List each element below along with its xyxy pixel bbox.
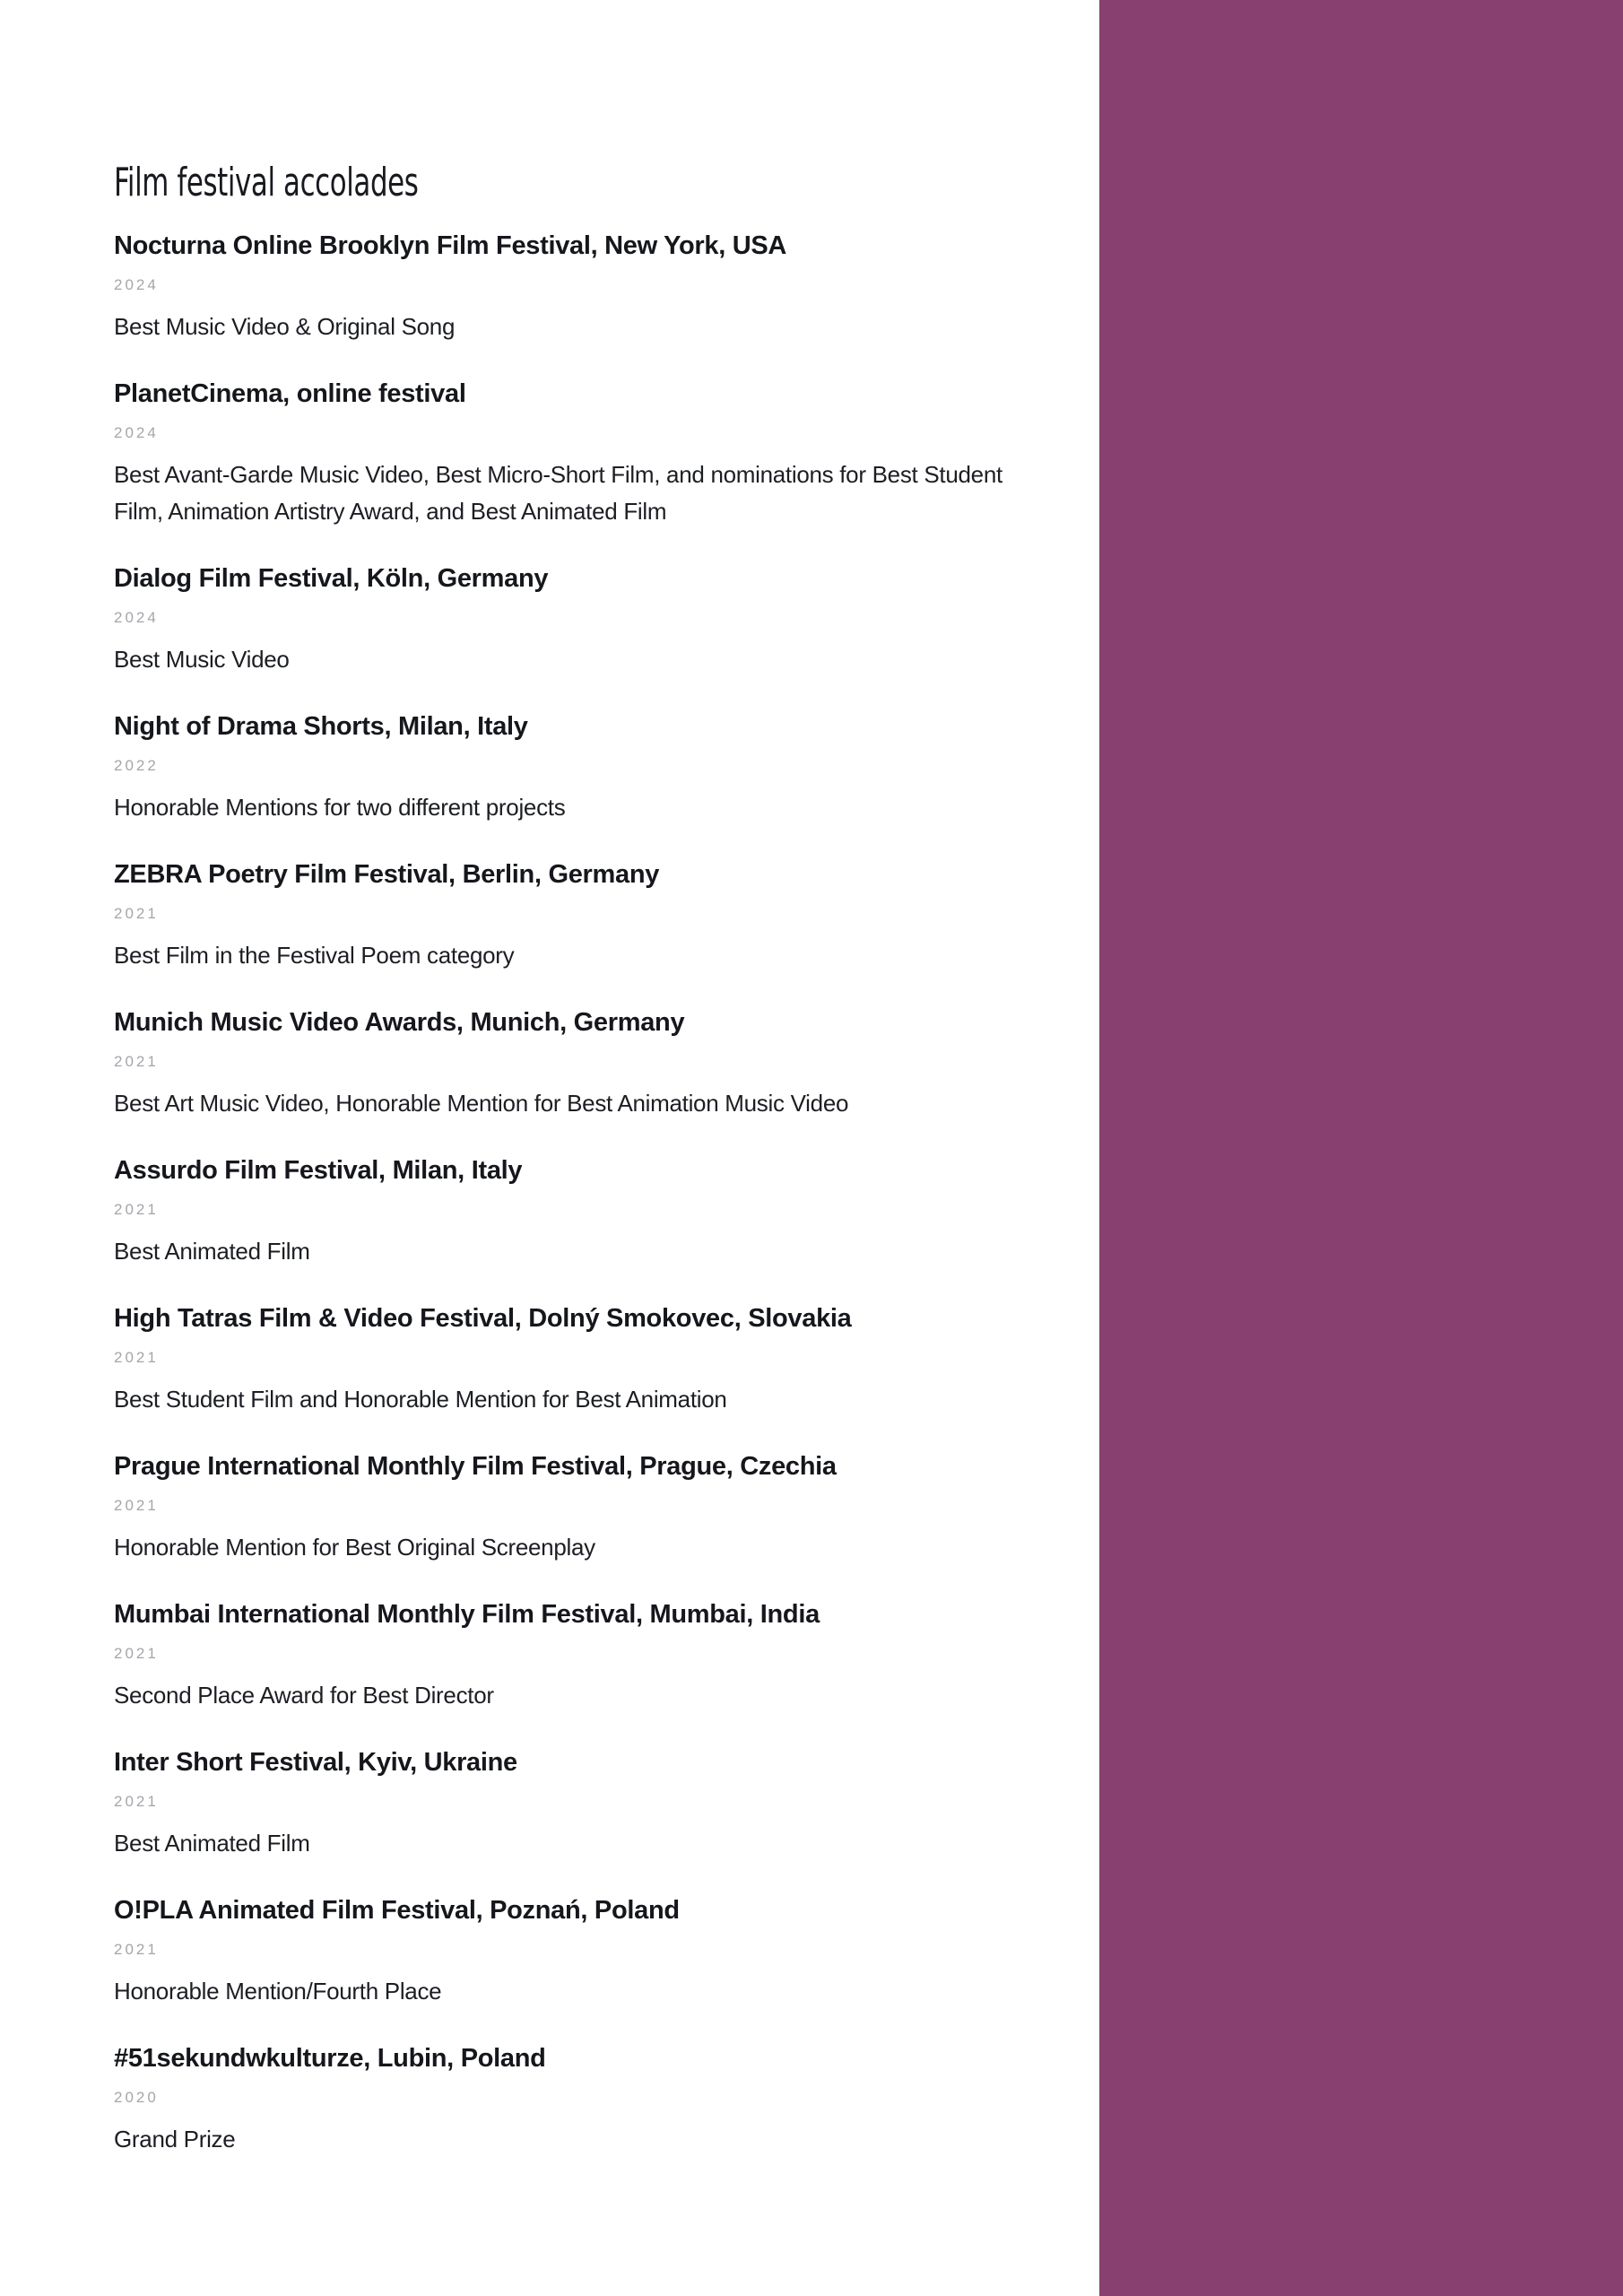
festival-name: Dialog Film Festival, Köln, Germany <box>114 564 549 593</box>
accolade-entry <box>114 1892 1011 2010</box>
accolade-entry <box>114 857 1011 974</box>
award-year: 2021 <box>114 1201 159 1218</box>
award-year: 2024 <box>114 609 159 626</box>
festival-name: Assurdo Film Festival, Milan, Italy <box>114 1156 523 1185</box>
award-description: Honorable Mentions for two different projects <box>114 794 566 821</box>
accolade-entry <box>114 1448 1011 1566</box>
award-description: Best Animated Film <box>114 1830 310 1857</box>
accolade-entry <box>114 376 1011 530</box>
accolades-list <box>114 228 1011 2158</box>
accolade-entry <box>114 1152 1011 1270</box>
award-year: 2020 <box>114 2089 159 2106</box>
accolades-section <box>114 154 1011 2188</box>
accolade-entry <box>114 1300 1011 1418</box>
festival-name: #51sekundwkulturze, Lubin, Poland <box>114 2044 546 2073</box>
award-description: Honorable Mention/Fourth Place <box>114 1978 442 2005</box>
award-year: 2024 <box>114 424 159 441</box>
festival-name: Night of Drama Shorts, Milan, Italy <box>114 712 528 741</box>
festival-name: O!PLA Animated Film Festival, Poznań, Poland <box>114 1896 680 1925</box>
festival-name: Inter Short Festival, Kyiv, Ukraine <box>114 1748 517 1777</box>
award-description: Best Film in the Festival Poem category <box>114 942 515 969</box>
accolade-entry <box>114 2040 1011 2158</box>
festival-name: Mumbai International Monthly Film Festival, Mumbai, India <box>114 1600 820 1629</box>
award-description: Grand Prize <box>114 2126 236 2152</box>
accolade-entry <box>114 1744 1011 1862</box>
award-description: Best Music Video & Original Song <box>114 313 456 340</box>
accolade-entry <box>114 709 1011 826</box>
festival-name: High Tatras Film & Video Festival, Dolný Smokovec, Slovakia <box>114 1304 852 1333</box>
award-year: 2021 <box>114 905 159 922</box>
accolade-entry <box>114 561 1011 678</box>
award-year: 2021 <box>114 1497 159 1514</box>
accolade-entry <box>114 1596 1011 1714</box>
accent-side-panel <box>1099 0 1623 2296</box>
award-year: 2021 <box>114 1349 159 1366</box>
award-description: Best Animated Film <box>114 1238 310 1265</box>
award-year: 2021 <box>114 1645 159 1662</box>
award-year: 2022 <box>114 757 159 774</box>
festival-name: Munich Music Video Awards, Munich, Germany <box>114 1008 685 1037</box>
award-description: Best Student Film and Honorable Mention for Best Animation <box>114 1386 727 1413</box>
accolade-entry <box>114 228 1011 345</box>
festival-name: ZEBRA Poetry Film Festival, Berlin, Germany <box>114 860 660 889</box>
festival-name: Prague International Monthly Film Festival, Prague, Czechia <box>114 1452 837 1481</box>
festival-name: PlanetCinema, online festival <box>114 379 466 408</box>
award-year: 2024 <box>114 276 159 293</box>
award-description: Second Place Award for Best Director <box>114 1682 494 1709</box>
festival-name: Nocturna Online Brooklyn Film Festival, New York, USA <box>114 231 787 260</box>
award-year: 2021 <box>114 1941 159 1958</box>
section-title: Film festival accolades <box>114 160 419 205</box>
award-description: Best Music Video <box>114 646 290 673</box>
award-description: Honorable Mention for Best Original Screenplay <box>114 1534 595 1561</box>
award-description: Best Art Music Video, Honorable Mention for Best Animation Music Video <box>114 1090 849 1117</box>
award-description: Best Avant-Garde Music Video, Best Micro-Short Film, and nominations for Best Student Film, Animation Artistry Award, and Best Animated Film <box>114 461 1002 525</box>
award-year: 2021 <box>114 1053 159 1070</box>
award-year: 2021 <box>114 1793 159 1810</box>
accolade-entry <box>114 1004 1011 1122</box>
